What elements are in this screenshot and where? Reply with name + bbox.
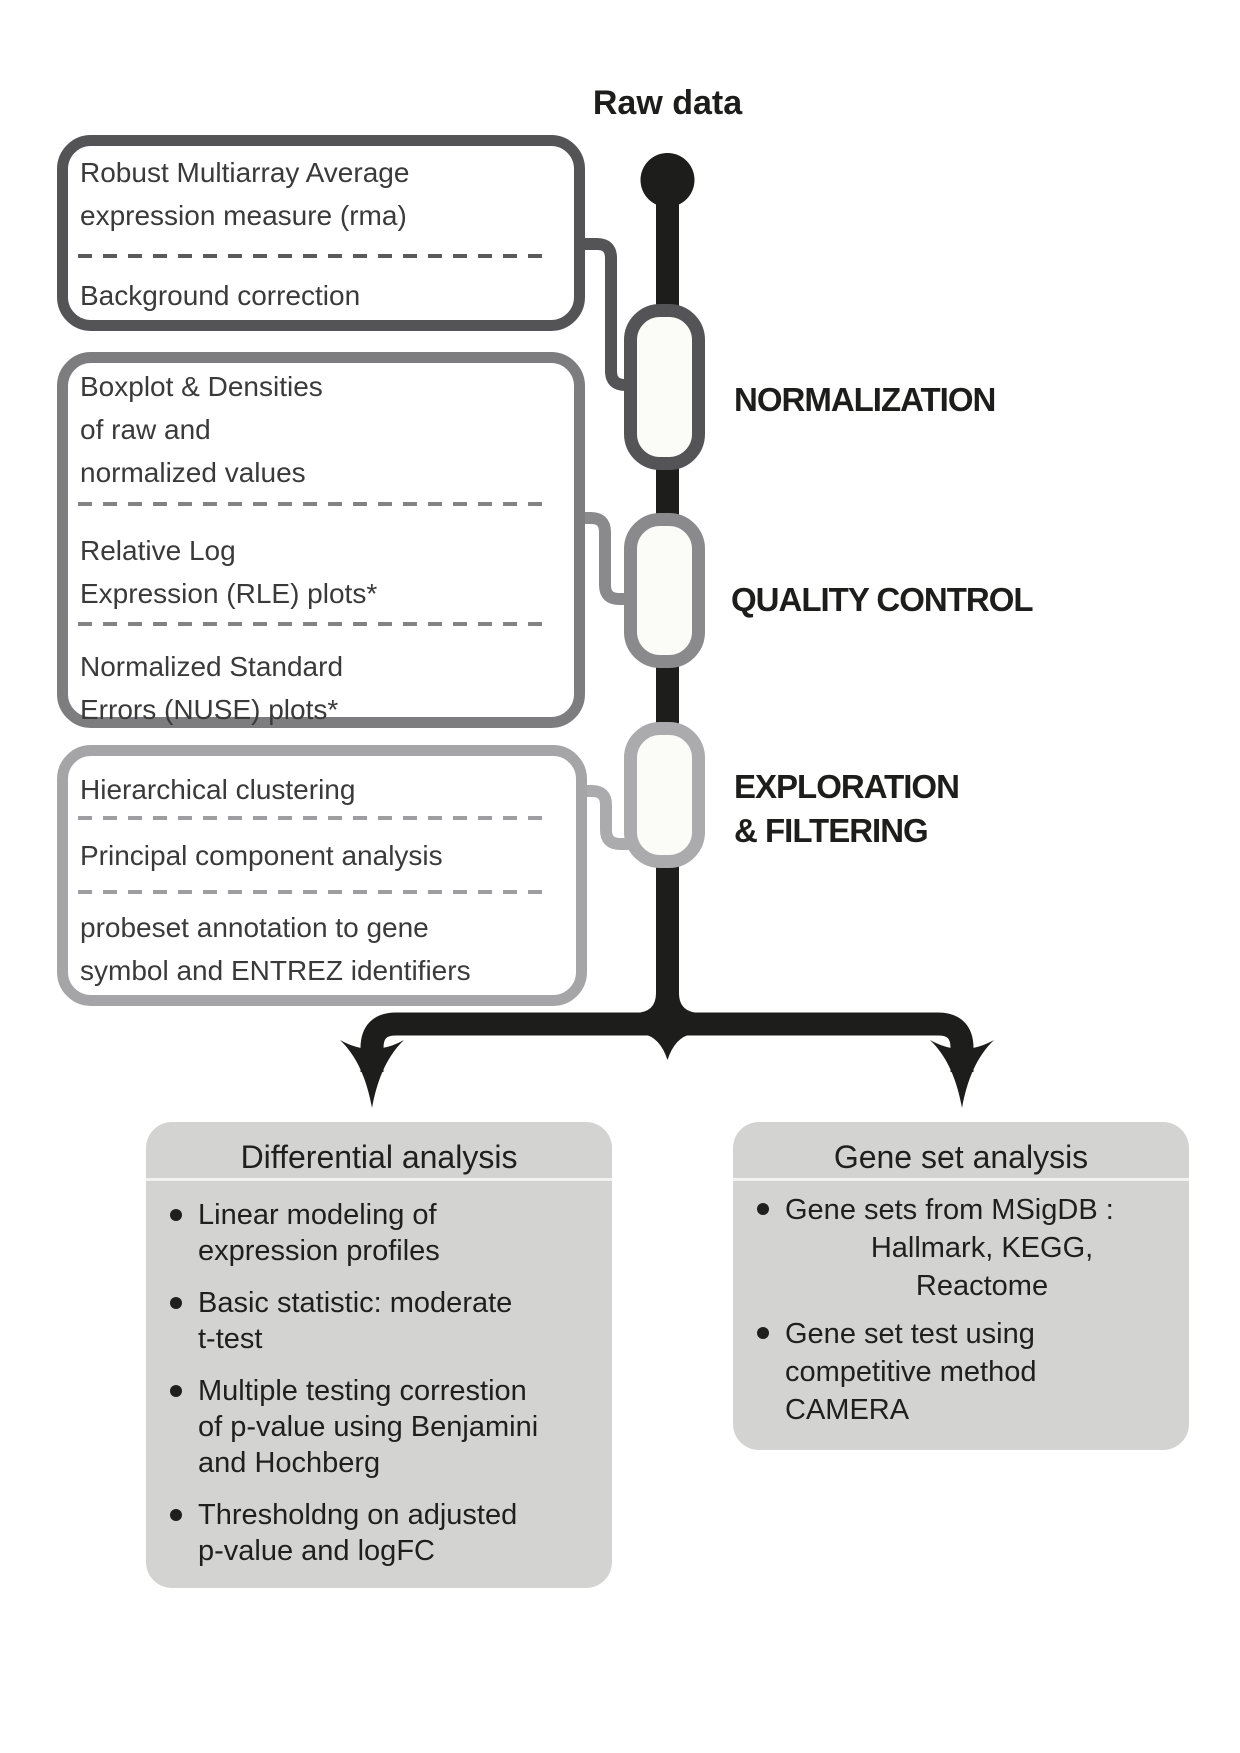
step-line: normalized values [80, 457, 306, 488]
dashed-divider [78, 254, 548, 258]
bullet-line: Gene set test using [785, 1318, 1035, 1350]
list-item [757, 1315, 1179, 1429]
list-item [170, 1285, 602, 1357]
step-line: expression measure (rma) [80, 200, 407, 231]
branch-fillet-left [634, 993, 656, 1013]
list-item [170, 1497, 602, 1569]
step-line: Principal component analysis [80, 840, 443, 871]
step-line: Boxplot & Densities [80, 371, 323, 402]
stage-label-normalization: NORMALIZATION [734, 381, 996, 418]
panel-title: Differential analysis [240, 1139, 518, 1175]
stage-label-line: EXPLORATION [734, 768, 959, 805]
arrow-down-right-icon [930, 1040, 994, 1108]
bullet-dot-icon [170, 1209, 182, 1221]
gene-set-analysis-panel [733, 1122, 1189, 1450]
step-line: Robust Multiarray Average [80, 157, 410, 188]
bullet-dot-icon [757, 1327, 769, 1339]
step-row [80, 365, 562, 494]
bullet-line: Gene sets from MSigDB : [785, 1194, 1114, 1226]
bullet-line: Linear modeling of [198, 1199, 437, 1231]
bullet-line: t-test [198, 1323, 263, 1355]
step-row [80, 834, 564, 877]
raw-data-node [641, 153, 695, 207]
step-row [80, 529, 562, 615]
step-line: Hierarchical clustering [80, 774, 356, 805]
dashed-divider [78, 502, 548, 506]
normalization-steps-box [57, 135, 585, 331]
list-item [170, 1197, 602, 1269]
arrow-down-left-icon [340, 1040, 404, 1108]
step-line: Normalized Standard [80, 651, 344, 682]
bullet-line: Multiple testing correstion [198, 1375, 527, 1407]
step-line: of raw and [80, 414, 211, 445]
bullet-line: Reactome [915, 1270, 1049, 1302]
quality-control-steps-box [57, 352, 585, 728]
bullet-line: CAMERA [785, 1394, 910, 1426]
branch-center-cusp [643, 1030, 692, 1060]
branch-fillet-right [679, 993, 701, 1013]
step-line: Errors (NUSE) plots* [80, 694, 339, 725]
list-item [757, 1191, 1179, 1305]
panel-title: Gene set analysis [833, 1139, 1089, 1175]
bullet-line: competitive method [785, 1356, 1037, 1388]
bullet-list [146, 1181, 612, 1569]
bullet-dot-icon [170, 1509, 182, 1521]
bullet-line: Hallmark, KEGG, [870, 1232, 1094, 1264]
step-row [80, 151, 562, 237]
bullet-line: p-value and logFC [198, 1535, 435, 1567]
stage-label-exploration [734, 765, 959, 853]
bullet-line: Basic statistic: moderate [198, 1287, 513, 1319]
step-row [80, 906, 564, 992]
bullet-line: expression profiles [198, 1235, 440, 1267]
step-line: Relative Log [80, 535, 236, 566]
step-line: probeset annotation to gene [80, 912, 429, 943]
station-quality-control [624, 513, 705, 668]
bullet-dot-icon [757, 1203, 769, 1215]
station-exploration [624, 722, 705, 868]
step-line: Expression (RLE) plots* [80, 578, 378, 609]
bullet-list [733, 1181, 1189, 1429]
list-item [170, 1373, 602, 1481]
bullet-dot-icon [170, 1297, 182, 1309]
station-normalization [624, 304, 705, 470]
step-line: Background correction [80, 280, 361, 311]
raw-data-label: Raw data [592, 84, 743, 122]
step-line: symbol and ENTREZ identifiers [80, 955, 471, 986]
dashed-divider [78, 816, 548, 820]
step-row [80, 645, 562, 731]
bullet-line: of p-value using Benjamini [198, 1411, 539, 1443]
bullet-dot-icon [170, 1385, 182, 1397]
dashed-divider [78, 622, 548, 626]
bullet-line: Thresholdng on adjusted [198, 1499, 518, 1531]
differential-analysis-panel [146, 1122, 612, 1588]
step-row [80, 768, 564, 811]
exploration-steps-box [57, 745, 587, 1006]
dashed-divider [78, 890, 548, 894]
bullet-line: and Hochberg [198, 1447, 381, 1479]
step-row [80, 274, 562, 317]
stage-label-line: & FILTERING [734, 812, 928, 849]
stage-label-quality-control: QUALITY CONTROL [731, 581, 1033, 618]
